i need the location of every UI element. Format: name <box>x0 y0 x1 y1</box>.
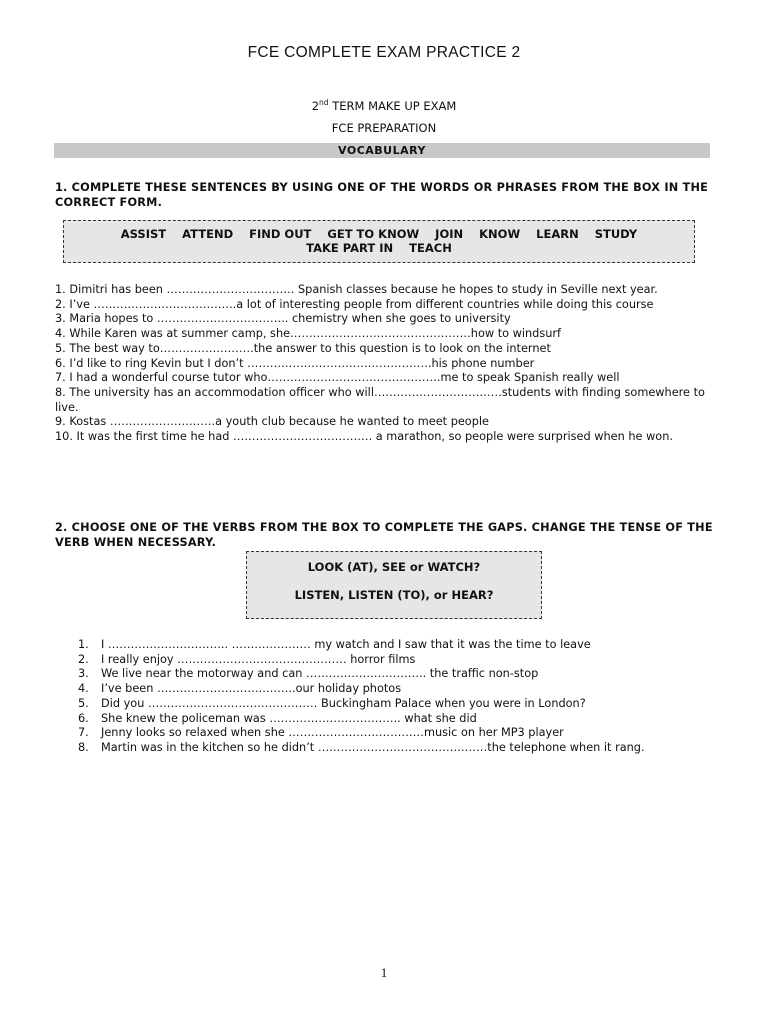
item-number: 4. <box>78 682 89 696</box>
verb-gap-item <box>70 638 720 653</box>
item-number: 7. <box>78 726 89 740</box>
prep-heading: FCE PREPARATION <box>331 121 437 135</box>
item-text: Jenny looks so relaxed when she ………………………………music on her MP3 player <box>101 726 564 740</box>
page-title: FCE COMPLETE EXAM PRACTICE 2 <box>247 44 521 61</box>
item-text: I ………………………….. ………………… my watch and I saw that it was the time to leave <box>101 638 591 651</box>
verb-gap-item <box>70 682 720 697</box>
item-number: 1. <box>78 638 89 651</box>
sentence-item: 10. It was the first time he had ………………………………. a marathon, so people were surprised when he won. <box>55 430 673 444</box>
verb-gap-item <box>70 697 720 712</box>
term-heading <box>0 98 768 113</box>
page-number: 1 <box>380 965 388 980</box>
verb-gap-item <box>70 726 720 741</box>
section1-instruction: 1. COMPLETE THESE SENTENCES BY USING ONE OF THE WORDS OR PHRASES FROM THE BOX IN THE CORRECT FORM. <box>55 181 709 209</box>
item-text: She knew the policeman was …………………………….. what she did <box>101 711 477 725</box>
vocabulary-bar: VOCABULARY <box>54 143 710 158</box>
box-word: LEARN <box>536 227 579 241</box>
item-number: 8. <box>78 740 89 754</box>
sentence-item: 7. I had a wonderful course tutor who……………………………………….me to speak Spanish really well <box>55 371 620 385</box>
item-text: We live near the motorway and can ………………………….. the traffic non-stop <box>101 667 539 681</box>
box-word: TAKE PART IN <box>306 241 394 255</box>
item-text: I’ve been ………………………..……..our holiday photos <box>101 682 402 696</box>
item-text: Did you ……………………………………… Buckingham Palace when you were in London? <box>101 696 586 710</box>
sentence-list <box>55 283 715 445</box>
verb-gap-item <box>70 653 720 668</box>
sentence-item: 2. I’ve ………………………………..a lot of interesting people from different countries while doing this course <box>55 297 654 311</box>
item-text: I really enjoy ……………………………………… horror films <box>101 652 416 666</box>
term-number: 2 <box>311 98 320 113</box>
item-number: 2. <box>78 652 89 666</box>
box-word: ATTEND <box>182 227 234 241</box>
box-word: JOIN <box>435 227 464 241</box>
box-word: KNOW <box>479 227 521 241</box>
sentence-item: 8. The university has an accommodation officer who will…………………………….students with finding somewhere to live. <box>55 385 705 414</box>
sentence-item: 5. The best way to…………………….the answer to this question is to look on the internet <box>55 341 551 355</box>
term-superscript: nd <box>319 98 329 107</box>
box-word: FIND OUT <box>249 227 312 241</box>
box-word: STUDY <box>594 227 638 241</box>
box-word: TEACH <box>409 241 452 255</box>
box-word: GET TO KNOW <box>327 227 420 241</box>
item-number: 5. <box>78 696 89 710</box>
sentence-item: 6. I’d like to ring Kevin but I don’t ………………………………………….his phone number <box>55 356 535 370</box>
sentence-item: 4. While Karen was at summer camp, she…………………………………………how to windsurf <box>55 327 562 341</box>
word-box-row-1 <box>64 227 694 241</box>
item-number: 3. <box>78 667 89 681</box>
section2-instruction: 2. CHOOSE ONE OF THE VERBS FROM THE BOX TO COMPLETE THE GAPS. CHANGE THE TENSE OF THE VERB WHEN NECESSARY. <box>55 521 713 549</box>
verb-gap-list <box>70 638 720 756</box>
verb-box <box>246 551 542 619</box>
sentence-item: 9. Kostas ……………………….a youth club because he wanted to meet people <box>55 415 489 429</box>
verb-gap-item <box>70 712 720 727</box>
sentence-item: 3. Maria hopes to …………………………….. chemistry when she goes to university <box>55 312 511 326</box>
verb-gap-item <box>70 667 720 682</box>
word-box <box>63 220 695 263</box>
term-text: TERM MAKE UP EXAM <box>328 98 457 113</box>
verb-box-line-1: LOOK (AT), SEE or WATCH? <box>307 560 481 574</box>
verb-box-line-2: LISTEN, LISTEN (TO), or HEAR? <box>294 588 494 602</box>
word-box-row-2 <box>64 241 694 255</box>
item-number: 6. <box>78 711 89 725</box>
item-text: Martin was in the kitchen so he didn’t ………………………………………the telephone when it rang. <box>101 740 645 754</box>
box-word: ASSIST <box>120 227 167 241</box>
sentence-item: 1. Dimitri has been ……………………………. Spanish classes because he hopes to study in Seville next year. <box>55 283 658 296</box>
verb-gap-item <box>70 741 720 756</box>
